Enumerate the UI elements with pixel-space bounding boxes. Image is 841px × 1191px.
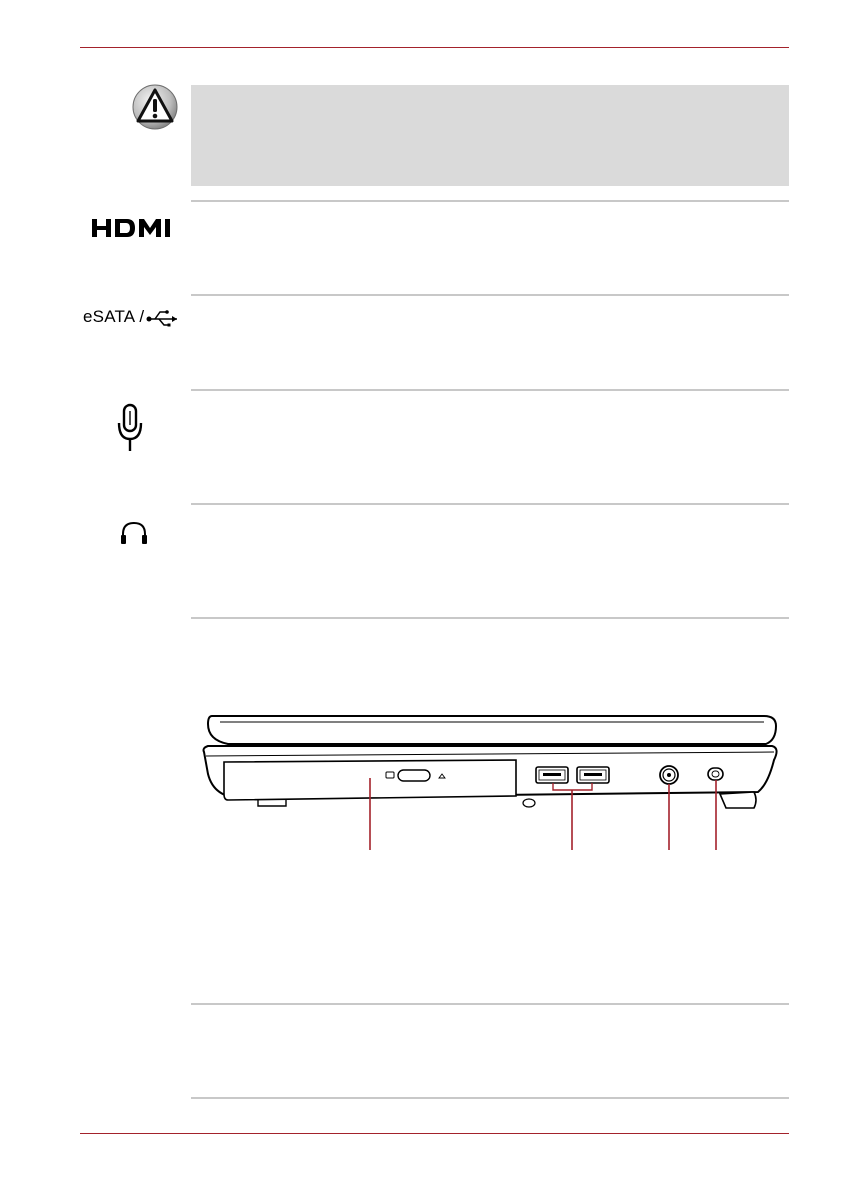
section-divider bbox=[191, 389, 789, 391]
esata-usb-icon bbox=[83, 307, 180, 327]
microphone-icon bbox=[117, 403, 143, 455]
warning-icon bbox=[132, 84, 178, 130]
warning-note-box bbox=[191, 85, 789, 186]
header-rule bbox=[80, 47, 789, 48]
section-divider bbox=[191, 200, 789, 202]
section-divider bbox=[191, 1097, 789, 1099]
section-divider bbox=[191, 503, 789, 505]
footer-rule bbox=[80, 1133, 789, 1134]
esata-label: eSATA / bbox=[83, 307, 145, 326]
right-side-view-figure bbox=[198, 712, 782, 854]
headphone-icon bbox=[120, 521, 148, 545]
section-divider bbox=[191, 294, 789, 296]
section-divider bbox=[191, 617, 789, 619]
section-divider bbox=[191, 1003, 789, 1005]
hdmi-logo-icon bbox=[92, 218, 180, 238]
